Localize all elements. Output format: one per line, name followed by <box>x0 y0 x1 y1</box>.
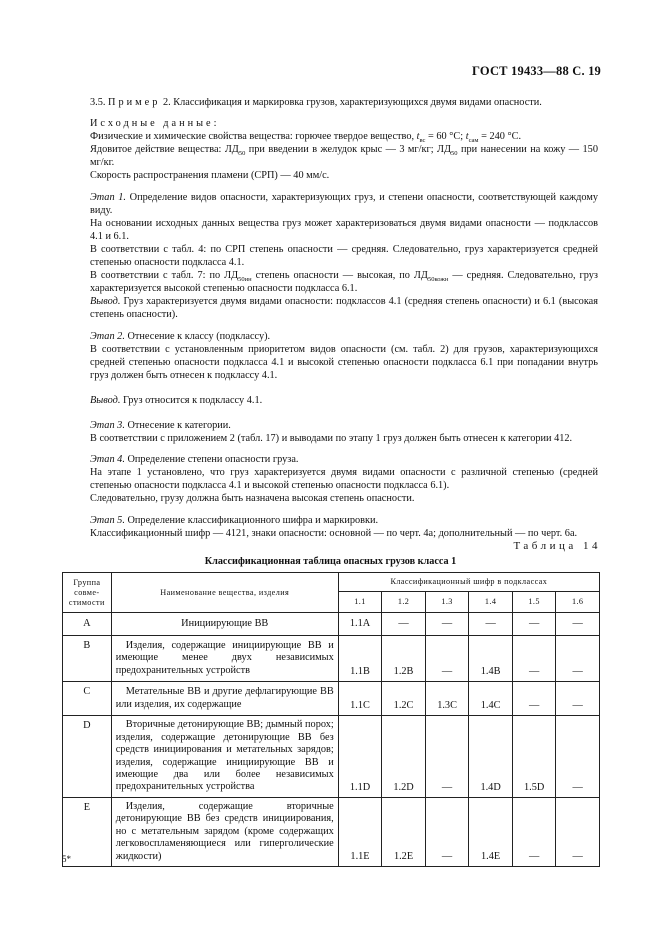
code-cell: 1.4B <box>469 636 513 682</box>
code-cell: — <box>556 682 600 716</box>
col-header-code: Классификационный шифр в подклассах <box>338 573 599 592</box>
page-footer-mark: 5* <box>62 854 71 864</box>
code-cell: — <box>556 716 600 798</box>
stage-5: Этап 5. Определение классификационного шифра и маркировки. <box>90 514 379 526</box>
code-cell: — <box>425 636 469 682</box>
code-cell: 1.1E <box>338 798 382 867</box>
group-cell: C <box>63 682 112 716</box>
name-cell: Изделия, содержащие инициирующие ВВ и имеющие менее двух независимых предохранительных устройств <box>111 636 338 682</box>
flame-speed: Скорость распространения пламени (СРП) — 40 мм/с. <box>90 170 330 182</box>
stage-1-text: На основании исходных данных вещества груз может характеризоваться двумя видами опасности — подклассов 4.1 и 6.1. <box>90 217 598 242</box>
group-cell: E <box>63 798 112 867</box>
code-cell: 1.2B <box>382 636 426 682</box>
code-cell: 1.2E <box>382 798 426 867</box>
col-header-subclass: 1.4 <box>469 592 513 613</box>
code-cell: 1.4D <box>469 716 513 798</box>
code-cell: 1.1C <box>338 682 382 716</box>
example-heading: 3.5. Пример 2. Классификация и маркировка грузов, характеризующихся двумя видами опасности. <box>90 97 542 108</box>
code-cell: — <box>425 613 469 636</box>
page-header: ГОСТ 19433—88 С. 19 <box>472 64 601 78</box>
stage-1-text: В соответствии с табл. 7: по $ЛД_{50ин}$ степень опасности — высокая, по $ЛД_{50кожн}$ — средняя. Следовательно, груз характеризуется высокой степенью опасности подкласса 6.1. <box>90 270 598 295</box>
stage-2-text: В соответствии с установленным приоритетом видов опасности (см. табл. 2) для грузов, характеризующихся средней степенью опасности подкласса 4.1 и высокой степенью опасности подкласса 6.1 при попадании внутрь груз должен быть отнесен к подклассу 4.1. <box>90 343 598 381</box>
source-data-heading: Исходные данные: <box>90 118 220 130</box>
stage-1: Этап 1. Определение видов опасности, характеризующих груз, и степени опасности, соответствующей каждому виду. <box>90 191 598 216</box>
code-cell: 1.1D <box>338 716 382 798</box>
code-cell: 1.4E <box>469 798 513 867</box>
code-cell: — <box>512 682 556 716</box>
code-cell: — <box>512 636 556 682</box>
stage-2-conclusion: Вывод. Груз относится к подклассу 4.1. <box>90 394 263 406</box>
stage-3-text: В соответствии с приложением 2 (табл. 17) и выводами по этапу 1 груз должен быть отнесен к категории 412. <box>90 433 573 445</box>
name-cell: Изделия, содержащие вторичные детонирующие ВВ без средств инициирования, но с метательным зарядом (кроме содержащих легковоспламеняющиеся или гиперголические жидкости) <box>111 798 338 867</box>
name-cell: Инициирующие ВВ <box>111 613 338 636</box>
col-header-group: Группа совме-стимости <box>63 573 112 613</box>
col-header-subclass: 1.2 <box>382 592 426 613</box>
code-cell: — <box>425 716 469 798</box>
stage-5-text: Классификационный шифр — 4121, знаки опасности: основной — по черт. 4а; дополнительный — по черт. 6а. <box>90 527 578 539</box>
code-cell: 1.2C <box>382 682 426 716</box>
code-cell: 1.3C <box>425 682 469 716</box>
code-cell: 1.5D <box>512 716 556 798</box>
stage-3: Этап 3. Отнесение к категории. <box>90 419 231 431</box>
code-cell: 1.1A <box>338 613 382 636</box>
table-row <box>63 682 600 716</box>
table-row <box>63 798 600 867</box>
table-caption: Классификационная таблица опасных грузов класса 1 <box>204 556 457 567</box>
code-cell: — <box>556 798 600 867</box>
stage-4-text: На этапе 1 установлено, что груз характеризуется двумя видами опасности с различной степенью (средней степенью опасности подкласса 4.1 и высокой степенью опасности подкласса 6.1). <box>90 467 598 492</box>
group-cell: B <box>63 636 112 682</box>
classification-table <box>62 572 600 867</box>
physical-properties: Физические и химические свойства вещества: горючее твердое вещество, $t_{вс} = 60$ °С; $t_{сам} = 240$ °С. <box>90 131 522 145</box>
stage-2: Этап 2. Отнесение к классу (подклассу). <box>90 330 271 342</box>
code-cell: — <box>469 613 513 636</box>
table-row <box>63 613 600 636</box>
col-header-name: Наименование вещества, изделия <box>111 573 338 613</box>
group-cell: A <box>63 613 112 636</box>
stage-4-text: Следовательно, грузу должна быть назначена высокая степень опасности. <box>90 493 415 505</box>
code-cell: 1.1B <box>338 636 382 682</box>
code-cell: 1.2D <box>382 716 426 798</box>
code-cell: 1.4C <box>469 682 513 716</box>
table-row <box>63 716 600 798</box>
col-header-subclass: 1.5 <box>512 592 556 613</box>
stage-4: Этап 4. Определение степени опасности груза. <box>90 454 299 466</box>
col-header-subclass: 1.1 <box>338 592 382 613</box>
code-cell: — <box>556 613 600 636</box>
table-row <box>63 636 600 682</box>
group-cell: D <box>63 716 112 798</box>
code-cell: — <box>556 636 600 682</box>
stage-1-conclusion: Вывод. Груз характеризуется двумя видами опасности: подклассов 4.1 (средняя степень опасности) и 6.1 (высокая степень опасности). <box>90 296 598 321</box>
name-cell: Вторичные детонирующие ВВ; дымный порох; изделия, содержащие детонирующие ВВ без средств инициирования и метательных зарядов; изделия, содержащие инициирующие ВВ и имеющие два или более независимых предохранительных устройства <box>111 716 338 798</box>
code-cell: — <box>512 798 556 867</box>
col-header-subclass: 1.6 <box>556 592 600 613</box>
code-cell: — <box>382 613 426 636</box>
body-text <box>90 96 598 540</box>
code-cell: — <box>425 798 469 867</box>
code-cell: — <box>512 613 556 636</box>
stage-1-text: В соответствии с табл. 4: по СРП степень опасности — средняя. Следовательно, груз характеризуется средней степенью опасности подкласса 4.1. <box>90 243 598 269</box>
table-number: Таблица 14 <box>513 540 601 552</box>
name-cell: Метательные ВВ и другие дефлагирующие ВВ или изделия, их содержащие <box>111 682 338 716</box>
col-header-subclass: 1.3 <box>425 592 469 613</box>
toxic-action: Ядовитое действие вещества: $ЛД_{50}$ при введении в желудок крыс — 3 мг/кг; $ЛД_{50}$ при нанесении на кожу — 150 мг/кг. <box>90 144 598 169</box>
